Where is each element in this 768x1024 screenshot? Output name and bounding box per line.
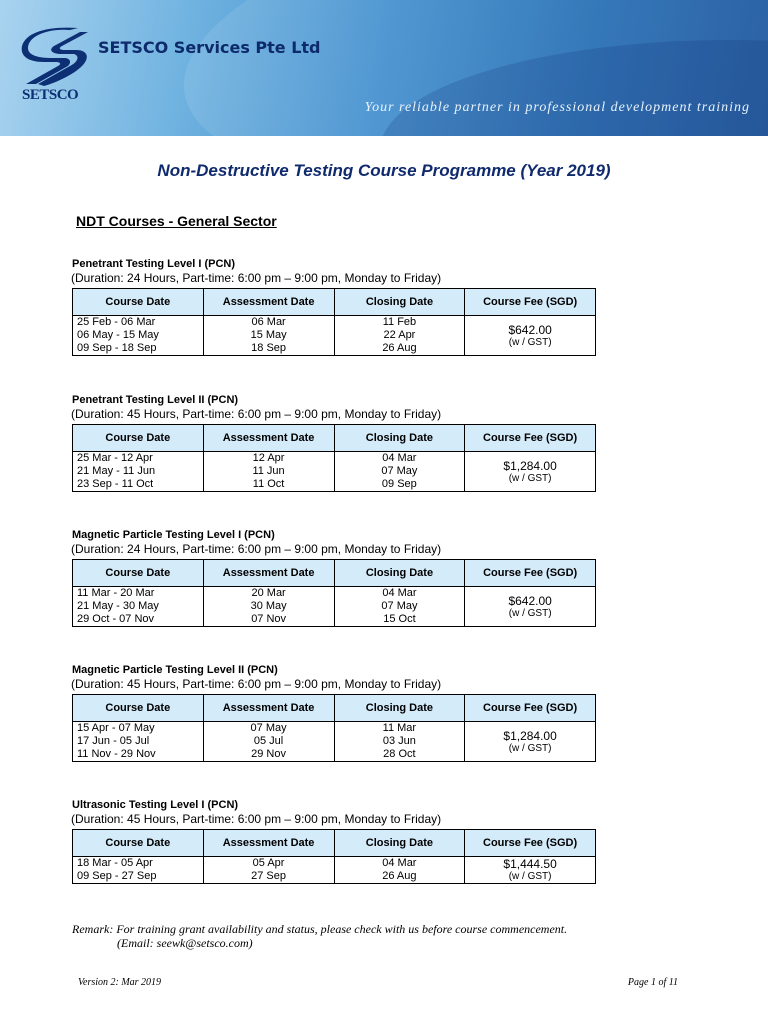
fee-gst-note: (w / GST) <box>508 472 552 484</box>
assessment-date-cell <box>203 452 334 492</box>
column-header: Closing Date <box>334 425 465 452</box>
assessment-date-value: 30 May <box>250 600 287 612</box>
course-date-value: 09 Sep - 27 Sep <box>77 870 157 882</box>
closing-date-value: 04 Mar <box>382 452 417 464</box>
document-title: Non-Destructive Testing Course Programme (Year 2019) <box>157 161 611 180</box>
assessment-date-value: 11 Jun <box>252 465 285 477</box>
column-header: Course Fee (SGD) <box>465 289 596 316</box>
course-date-value: 25 Mar - 12 Apr <box>77 452 153 464</box>
schedule-table <box>72 694 596 762</box>
course-fee-cell <box>465 722 596 762</box>
closing-date-value: 11 Mar <box>382 722 417 734</box>
course-fee: $642.00 <box>508 593 552 608</box>
closing-date-value: 07 May <box>381 465 418 477</box>
assessment-date-value: 18 Sep <box>251 342 287 354</box>
assessment-date-value: 06 Mar <box>251 316 286 328</box>
assessment-date-value: 07 Nov <box>251 613 287 625</box>
assessment-date-cell <box>203 722 334 762</box>
table-header-row <box>73 830 596 857</box>
course-date-value: 17 Jun - 05 Jul <box>77 735 150 747</box>
fee-gst-note: (w / GST) <box>508 871 552 882</box>
closing-date-value: 26 Aug <box>382 870 417 882</box>
table-header-row <box>73 695 596 722</box>
course-fee-cell <box>465 587 596 627</box>
course-block <box>72 799 596 884</box>
column-header: Assessment Date <box>203 425 334 452</box>
column-header: Course Fee (SGD) <box>465 695 596 722</box>
closing-date-cell <box>334 316 465 356</box>
course-block <box>72 664 596 762</box>
course-date-value: 25 Feb - 06 Mar <box>77 316 156 328</box>
column-header: Course Fee (SGD) <box>465 830 596 857</box>
course-title: Magnetic Particle Testing Level I (PCN) <box>72 529 275 541</box>
column-header: Closing Date <box>334 289 465 316</box>
closing-date-value: 26 Aug <box>382 342 417 354</box>
course-date-value: 15 Apr - 07 May <box>77 722 155 734</box>
column-header: Assessment Date <box>203 830 334 857</box>
course-title: Magnetic Particle Testing Level II (PCN) <box>72 664 278 676</box>
table-row <box>73 587 596 627</box>
closing-date-value: 07 May <box>381 600 418 612</box>
course-fee-cell <box>465 316 596 356</box>
remark-email: (Email: seewk@setsco.com) <box>117 936 253 950</box>
footer-version: Version 2: Mar 2019 <box>78 977 162 988</box>
course-date-value: 29 Oct - 07 Nov <box>77 613 155 625</box>
schedule-table <box>72 288 596 356</box>
course-duration: (Duration: 24 Hours, Part-time: 6:00 pm – 9:00 pm, Monday to Friday) <box>71 542 442 556</box>
course-date-cell <box>73 316 204 356</box>
company-name: SETSCO Services Pte Ltd <box>98 38 321 57</box>
fee-gst-note: (w / GST) <box>508 742 552 754</box>
course-date-cell <box>73 452 204 492</box>
course-fee: $642.00 <box>508 322 552 337</box>
column-header: Course Fee (SGD) <box>465 560 596 587</box>
course-block <box>72 258 596 356</box>
schedule-table <box>72 829 596 884</box>
assessment-date-cell <box>203 587 334 627</box>
schedule-table <box>72 424 596 492</box>
assessment-date-value: 05 Jul <box>253 735 284 747</box>
table-header-row <box>73 289 596 316</box>
course-title: Penetrant Testing Level II (PCN) <box>72 394 239 406</box>
closing-date-value: 15 Oct <box>383 613 416 625</box>
assessment-date-value: 05 Apr <box>252 857 285 869</box>
closing-date-value: 22 Apr <box>383 329 416 341</box>
assessment-date-value: 07 May <box>250 722 287 734</box>
assessment-date-value: 29 Nov <box>251 748 286 760</box>
closing-date-cell <box>334 587 465 627</box>
fee-gst-note: (w / GST) <box>508 336 552 348</box>
course-date-value: 06 May - 15 May <box>77 329 159 341</box>
closing-date-value: 28 Oct <box>383 748 416 760</box>
schedule-table <box>72 559 596 627</box>
closing-date-value: 03 Jun <box>382 735 416 747</box>
setsco-logo-icon <box>18 26 90 88</box>
column-header: Closing Date <box>334 695 465 722</box>
assessment-date-cell <box>203 857 334 884</box>
assessment-date-cell <box>203 316 334 356</box>
column-header: Assessment Date <box>203 560 334 587</box>
logo-wordmark: SETSCO <box>22 87 79 103</box>
table-row <box>73 316 596 356</box>
assessment-date-value: 11 Oct <box>252 478 285 490</box>
course-date-cell <box>73 857 204 884</box>
closing-date-cell <box>334 722 465 762</box>
closing-date-cell <box>334 857 465 884</box>
course-duration: (Duration: 45 Hours, Part-time: 6:00 pm – 9:00 pm, Monday to Friday) <box>71 677 442 691</box>
course-duration: (Duration: 45 Hours, Part-time: 6:00 pm – 9:00 pm, Monday to Friday) <box>71 812 442 826</box>
column-header: Closing Date <box>334 560 465 587</box>
course-fee-cell <box>465 857 596 884</box>
column-header: Course Date <box>73 425 204 452</box>
column-header: Closing Date <box>334 830 465 857</box>
assessment-date-value: 12 Apr <box>252 452 285 464</box>
course-date-cell <box>73 587 204 627</box>
course-date-value: 18 Mar - 05 Apr <box>77 857 153 869</box>
column-header: Course Date <box>73 289 204 316</box>
closing-date-value: 04 Mar <box>382 857 417 869</box>
remark-text: Remark: For training grant availability and status, please check with us before course commencement. <box>72 922 568 936</box>
table-row <box>73 722 596 762</box>
closing-date-value: 11 Feb <box>382 316 417 328</box>
course-fee: $1,444.50 <box>503 857 557 871</box>
column-header: Course Fee (SGD) <box>465 425 596 452</box>
course-title: Ultrasonic Testing Level I (PCN) <box>72 799 239 811</box>
column-header: Assessment Date <box>203 695 334 722</box>
column-header: Course Date <box>73 560 204 587</box>
assessment-date-value: 27 Sep <box>251 870 286 882</box>
section-heading: NDT Courses - General Sector <box>76 213 277 229</box>
course-date-value: 11 Mar - 20 Mar <box>77 587 155 599</box>
assessment-date-value: 15 May <box>250 329 287 341</box>
course-date-value: 21 May - 11 Jun <box>77 465 156 477</box>
table-header-row <box>73 425 596 452</box>
table-header-row <box>73 560 596 587</box>
tagline: Your reliable partner in professional development training <box>364 100 750 115</box>
course-fee: $1,284.00 <box>503 458 557 473</box>
closing-date-value: 09 Sep <box>381 478 417 490</box>
table-row <box>73 857 596 884</box>
course-date-value: 11 Nov - 29 Nov <box>77 748 156 760</box>
fee-gst-note: (w / GST) <box>508 607 552 619</box>
course-fee: $1,284.00 <box>503 728 557 743</box>
course-date-value: 09 Sep - 18 Sep <box>77 342 157 354</box>
course-date-value: 21 May - 30 May <box>77 600 159 612</box>
course-block <box>72 529 596 627</box>
course-title: Penetrant Testing Level I (PCN) <box>72 258 235 270</box>
course-duration: (Duration: 24 Hours, Part-time: 6:00 pm – 9:00 pm, Monday to Friday) <box>71 271 442 285</box>
assessment-date-value: 20 Mar <box>251 587 286 599</box>
column-header: Assessment Date <box>203 289 334 316</box>
column-header: Course Date <box>73 695 204 722</box>
course-fee-cell <box>465 452 596 492</box>
course-date-cell <box>73 722 204 762</box>
course-duration: (Duration: 45 Hours, Part-time: 6:00 pm – 9:00 pm, Monday to Friday) <box>71 407 442 421</box>
column-header: Course Date <box>73 830 204 857</box>
remark <box>72 922 567 950</box>
table-row <box>73 452 596 492</box>
closing-date-value: 04 Mar <box>382 587 417 599</box>
course-date-value: 23 Sep - 11 Oct <box>77 478 154 490</box>
course-block <box>72 394 596 492</box>
footer-page-number: Page 1 of 11 <box>627 977 678 988</box>
header-banner <box>0 0 768 136</box>
closing-date-cell <box>334 452 465 492</box>
